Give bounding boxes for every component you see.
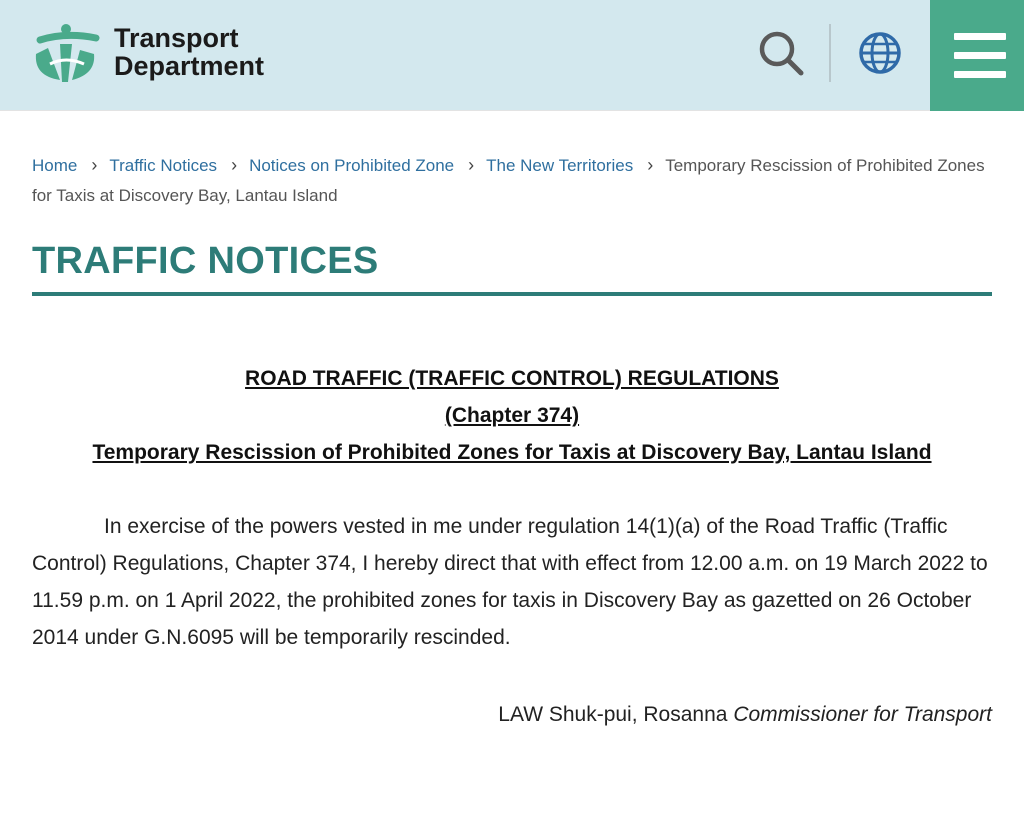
notice-heading: [32, 360, 992, 471]
language-button[interactable]: [855, 28, 905, 78]
notice-body: In exercise of the powers vested in me under regulation 14(1)(a) of the Road Traffic (Traffic Control) Regulations, Chapter 374, I hereby direct that with effect from 12.00 a.m. on 19 March 2022 to 11.59 p.m. on 1 April 2022, the prohibited zones for taxis in Discovery Bay as gazetted on 26 October 2014 under G.N.6095 will be temporarily rescinded.: [32, 515, 988, 649]
notice-heading-subject: Temporary Rescission of Prohibited Zones for Taxis at Discovery Bay, Lantau Island: [92, 441, 932, 464]
transport-department-logo-icon: [30, 20, 102, 84]
menu-button[interactable]: [930, 0, 1024, 111]
breadcrumb-current: Temporary Rescission of Prohibited Zones for Taxis at Discovery Bay, Lantau Island: [32, 156, 985, 205]
signatory-role: Commissioner for Transport: [733, 703, 992, 726]
site-name: [114, 24, 264, 80]
breadcrumb: [32, 150, 992, 211]
menu-icon: [954, 33, 1006, 40]
title-divider: [32, 292, 992, 296]
chevron-right-icon: ›: [231, 155, 238, 175]
signatory-name: LAW Shuk-pui, Rosanna: [498, 703, 728, 726]
notice-signature: [498, 698, 992, 732]
header-divider: [829, 24, 831, 82]
globe-icon: [855, 28, 905, 78]
site-name-line1: Transport: [114, 23, 239, 53]
notice-heading-chapter: (Chapter 374): [444, 404, 580, 427]
site-header: [0, 0, 1024, 111]
search-icon: [754, 26, 808, 80]
page-title: TRAFFIC NOTICES: [32, 240, 379, 282]
chevron-right-icon: ›: [468, 155, 475, 175]
menu-icon-bar: [954, 52, 1006, 59]
breadcrumb-prohibited-zone[interactable]: Notices on Prohibited Zone: [249, 156, 455, 175]
menu-icon-bar: [954, 71, 1006, 78]
site-logo[interactable]: [30, 20, 264, 84]
search-button[interactable]: [754, 26, 808, 80]
site-name-line2: Department: [114, 51, 265, 81]
breadcrumb-new-territories[interactable]: The New Territories: [486, 156, 634, 175]
breadcrumb-home[interactable]: Home: [32, 156, 78, 175]
chevron-right-icon: ›: [647, 155, 654, 175]
chevron-right-icon: ›: [91, 155, 98, 175]
breadcrumb-traffic-notices[interactable]: Traffic Notices: [109, 156, 218, 175]
notice-heading-regulation: ROAD TRAFFIC (TRAFFIC CONTROL) REGULATIONS: [245, 367, 779, 390]
